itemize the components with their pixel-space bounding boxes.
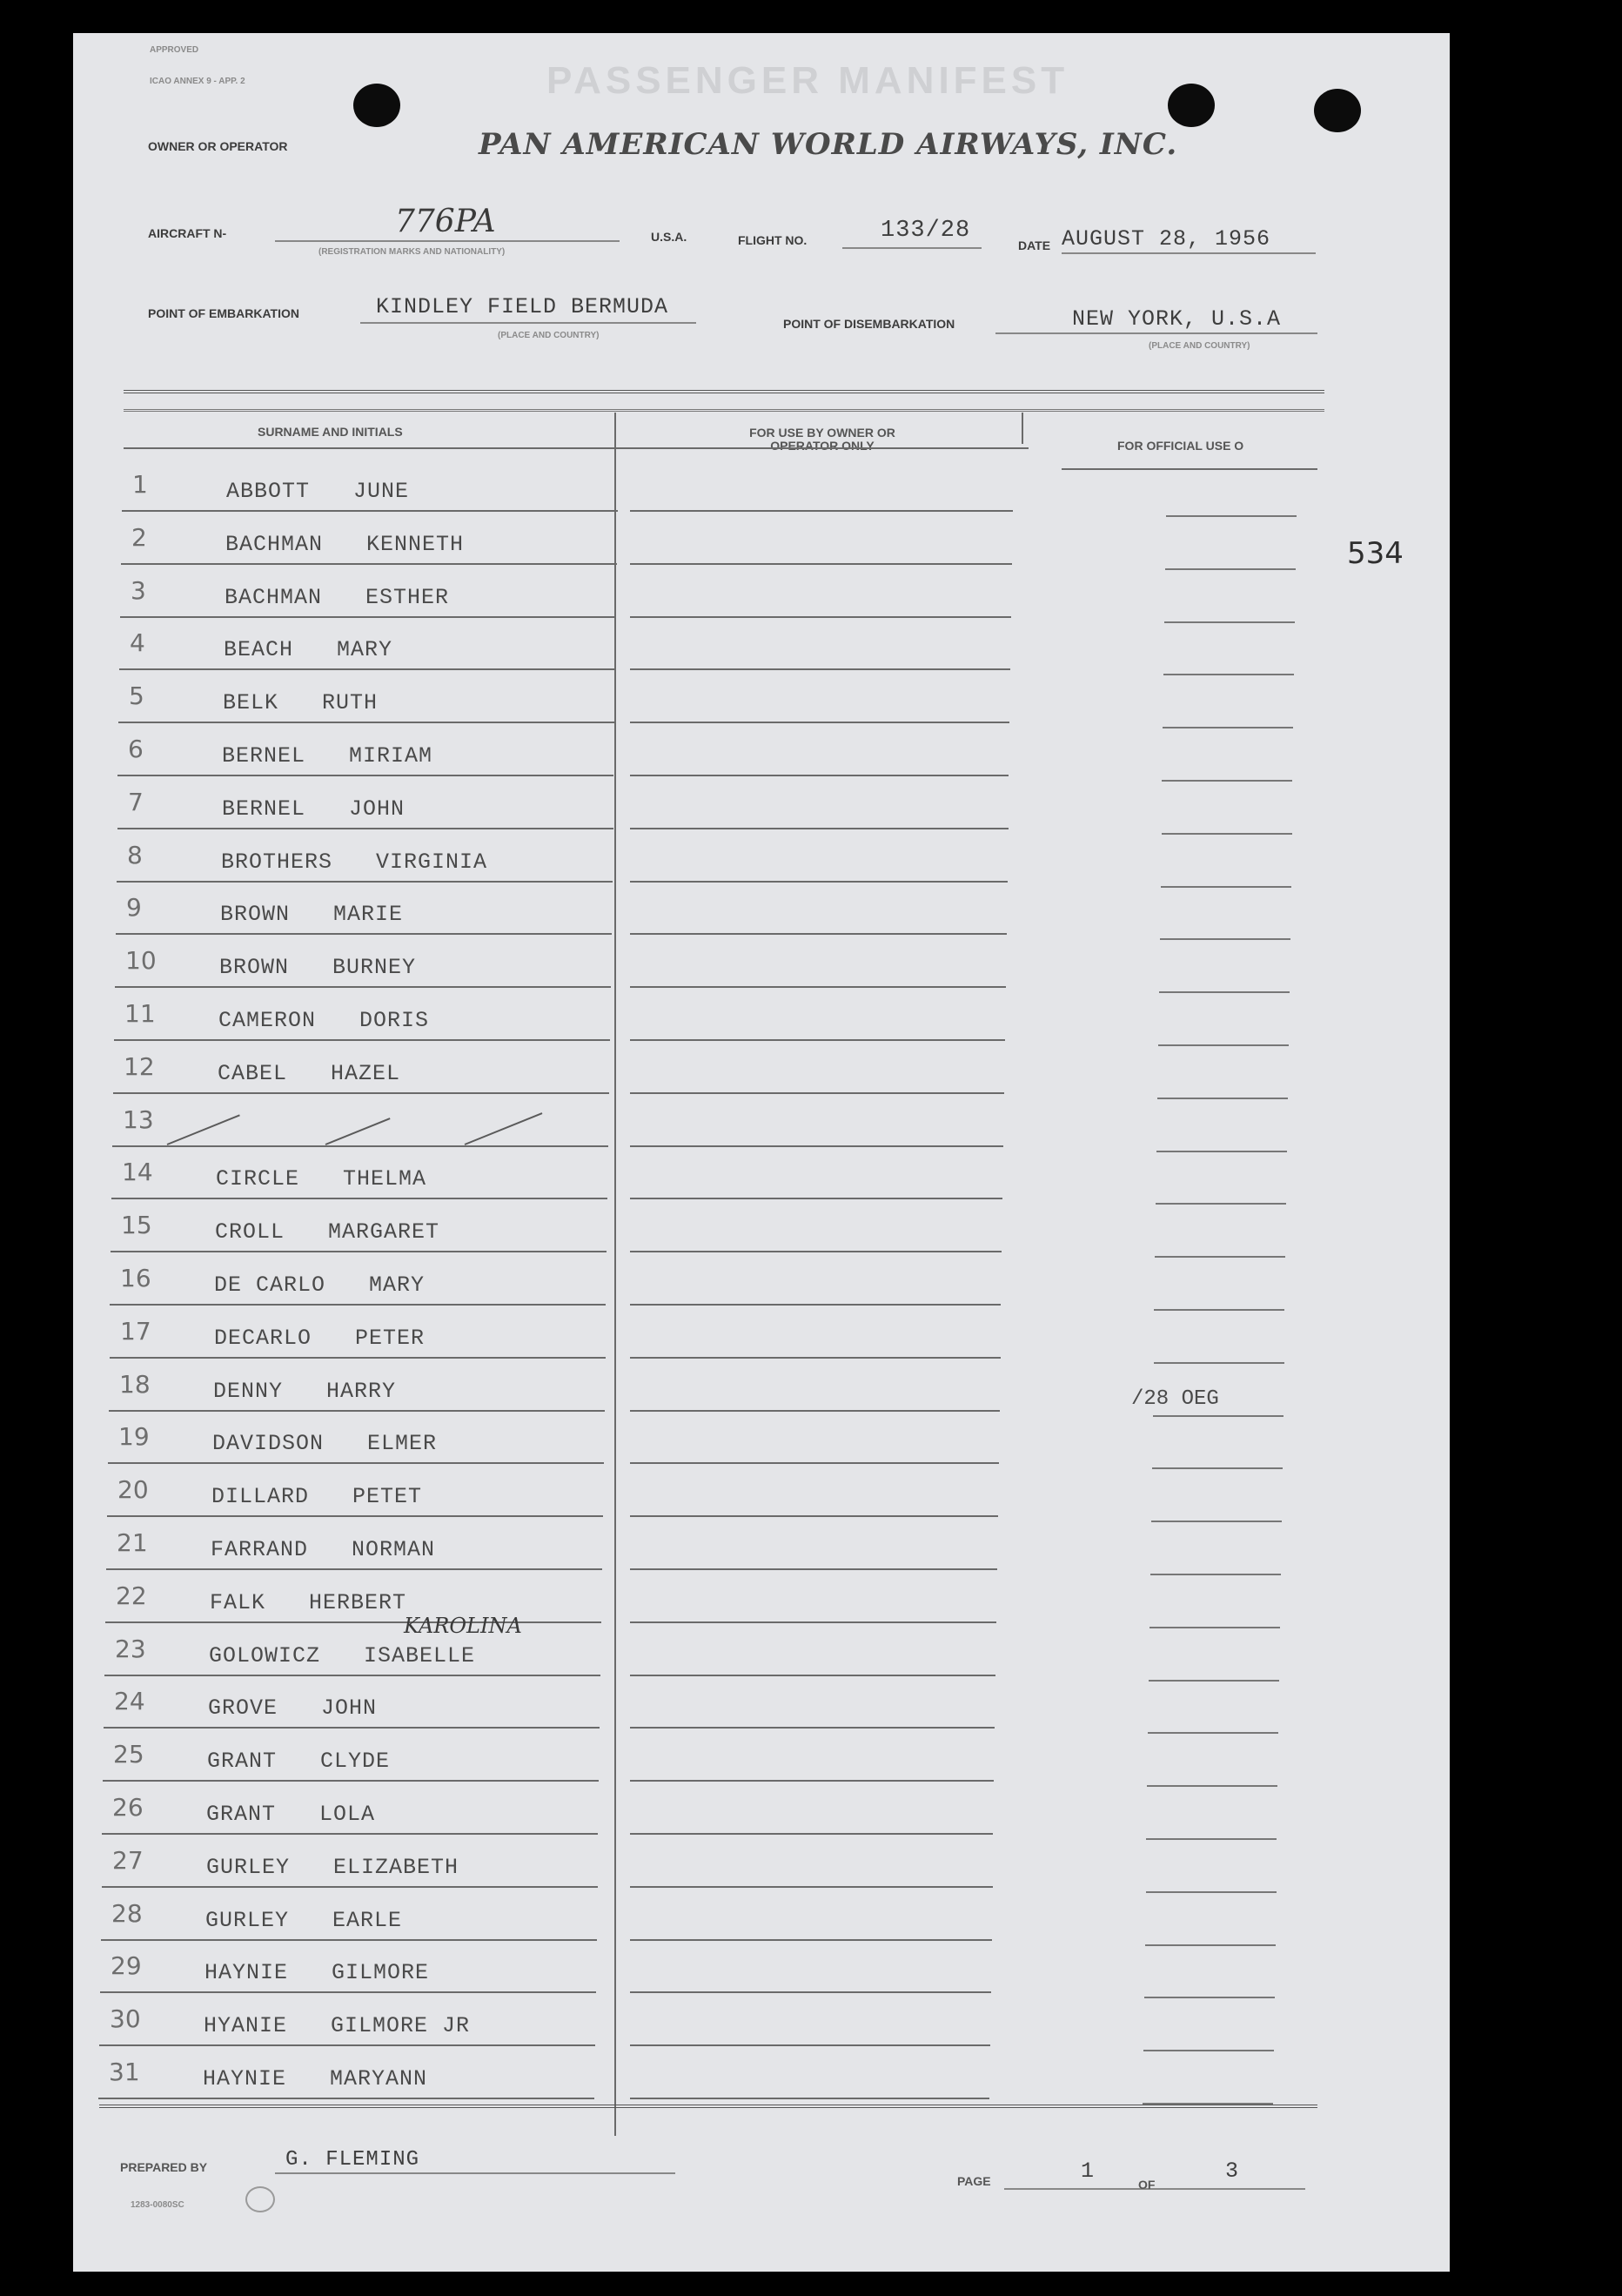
row-rule	[630, 563, 1012, 565]
passenger-surname: BROWN	[219, 955, 290, 980]
official-slot	[1153, 1415, 1284, 1417]
row-number: 22	[116, 1581, 147, 1610]
row-rule	[630, 933, 1007, 935]
row-number: 28	[111, 1899, 143, 1928]
row-rule	[630, 1833, 993, 1835]
row-rule	[115, 986, 611, 988]
passenger-given-name: CLYDE	[320, 1749, 391, 1774]
row-rule	[630, 1039, 1005, 1041]
passenger-surname: ABBOTT	[226, 479, 311, 504]
row-number: 30	[110, 2004, 141, 2033]
row-rule	[630, 1621, 996, 1623]
aircraft-registration: 776PA	[395, 204, 496, 239]
strike-through	[325, 1118, 391, 1145]
row-rule	[114, 1039, 610, 1041]
row-rule	[110, 1304, 606, 1306]
row-rule	[103, 1780, 599, 1782]
row-number: 3	[131, 576, 146, 605]
aircraft-label: AIRCRAFT N-	[148, 226, 227, 240]
official-slot	[1157, 1098, 1288, 1099]
row-rule	[102, 1833, 598, 1835]
passenger-surname: GRANT	[207, 1749, 278, 1774]
row-rule	[630, 616, 1011, 618]
passenger-name	[205, 1908, 402, 1933]
official-slot	[1161, 886, 1291, 888]
form-code: 1283-0080SC	[131, 2200, 184, 2210]
page-title: PASSENGER MANIFEST	[546, 59, 1069, 102]
row-rule	[112, 1145, 608, 1147]
col-owner: FOR USE BY OWNER OR OPERATOR ONLY	[749, 426, 895, 453]
passenger-name	[218, 1061, 400, 1086]
registration-note: (REGISTRATION MARKS AND NATIONALITY)	[318, 247, 506, 257]
row-number: 12	[124, 1052, 155, 1081]
passenger-given-name: JUNE	[353, 479, 410, 504]
passenger-surname: DAVIDSON	[212, 1431, 325, 1456]
flight-label: FLIGHT NO.	[738, 233, 808, 247]
passenger-surname: GURLEY	[206, 1855, 291, 1880]
row-rule	[630, 2098, 989, 2099]
official-slot	[1154, 1362, 1284, 1364]
passenger-surname: BELK	[223, 690, 279, 715]
official-slot	[1160, 938, 1290, 940]
header-rule	[124, 390, 1324, 393]
passenger-name	[214, 1326, 425, 1351]
official-slot	[1158, 1044, 1289, 1046]
col-surname: SURNAME AND INITIALS	[258, 425, 403, 439]
date-label: DATE	[1018, 238, 1051, 252]
footer-rule	[99, 2105, 1317, 2108]
row-rule	[630, 1198, 1002, 1199]
passenger-name	[212, 1431, 437, 1456]
row-number: 11	[124, 999, 156, 1028]
official-slot	[1147, 1785, 1277, 1787]
passenger-given-name: PETER	[355, 1326, 426, 1351]
passenger-surname: HYANIE	[204, 2013, 288, 2038]
disembarkation-label: POINT OF DISEMBARKATION	[783, 317, 955, 331]
row-rule	[122, 510, 618, 512]
row-number: 17	[120, 1317, 151, 1346]
row-rule	[630, 1462, 999, 1464]
passenger-given-name: ISABELLE	[364, 1643, 476, 1668]
row-number: 21	[117, 1528, 148, 1557]
passenger-surname: BEACH	[224, 637, 294, 662]
passenger-given-name: GILMORE	[332, 1960, 430, 1985]
row-number: 26	[112, 1793, 144, 1822]
official-slot	[1151, 1521, 1282, 1522]
embarkation-label: POINT OF EMBARKATION	[148, 306, 299, 320]
row-number: 9	[126, 893, 142, 922]
country-label: U.S.A.	[651, 230, 687, 244]
row-rule	[630, 1886, 993, 1888]
embarkation-note: (PLACE AND COUNTRY)	[498, 331, 600, 340]
official-slot	[1150, 1574, 1281, 1575]
passenger-name	[224, 637, 392, 662]
row-number: 2	[131, 523, 147, 552]
col-divider	[614, 413, 616, 2136]
page-number: 1	[1081, 2158, 1096, 2184]
official-slot	[1159, 991, 1290, 993]
row-rule	[99, 2044, 595, 2046]
row-rule	[117, 775, 613, 776]
row-rule	[630, 828, 1009, 829]
passenger-surname: FALK	[210, 1590, 266, 1615]
official-slot	[1156, 1151, 1287, 1152]
stamp-icon	[245, 2186, 275, 2212]
of-label: OF	[1138, 2178, 1156, 2192]
passenger-given-name: MARIE	[333, 902, 404, 927]
passenger-surname: DENNY	[213, 1379, 284, 1404]
passenger-name	[216, 1166, 426, 1192]
row-rule	[120, 616, 616, 618]
flight-date: AUGUST 28, 1956	[1062, 226, 1271, 252]
passenger-surname: CAMERON	[218, 1008, 317, 1033]
row-number: 1	[132, 470, 148, 499]
official-slot	[1152, 1467, 1283, 1469]
row-rule	[630, 1410, 1000, 1412]
row-number: 24	[114, 1687, 145, 1715]
passenger-name	[211, 1537, 435, 1562]
row-rule	[106, 1568, 602, 1570]
passenger-given-name: ELMER	[367, 1431, 438, 1456]
passenger-given-name: HERBERT	[309, 1590, 407, 1615]
row-rule	[104, 1727, 600, 1729]
row-number: 7	[128, 788, 144, 816]
row-number: 4	[130, 628, 145, 657]
passenger-name	[219, 955, 416, 980]
row-number: 27	[112, 1846, 144, 1875]
official-slot	[1155, 1256, 1285, 1258]
handwritten-correction: KAROLINA	[404, 1614, 522, 1638]
passenger-given-name: HAZEL	[331, 1061, 401, 1086]
official-slot	[1149, 1627, 1280, 1628]
passenger-surname: GOLOWICZ	[209, 1643, 321, 1668]
passenger-surname: BACHMAN	[225, 585, 323, 610]
row-rule	[111, 1251, 607, 1252]
row-rule	[119, 668, 615, 670]
passenger-name	[210, 1590, 406, 1615]
embarkation-point: KINDLEY FIELD BERMUDA	[376, 294, 669, 319]
official-slot	[1148, 1732, 1278, 1734]
row-rule	[109, 1410, 605, 1412]
row-rule	[102, 1886, 598, 1888]
passenger-surname: CABEL	[218, 1061, 288, 1086]
official-slot	[1146, 1838, 1277, 1840]
passenger-surname: DE CARLO	[214, 1272, 326, 1298]
passenger-name	[225, 532, 464, 557]
row-number: 13	[123, 1105, 154, 1134]
row-number: 23	[115, 1635, 146, 1663]
approval-ref: APPROVED	[150, 45, 199, 55]
official-slot	[1163, 674, 1294, 675]
passenger-given-name: MARY	[337, 637, 393, 662]
passenger-given-name: PETET	[352, 1484, 423, 1509]
row-number: 16	[120, 1264, 151, 1292]
row-number: 15	[121, 1211, 152, 1239]
row-rule	[113, 1092, 609, 1094]
passenger-given-name: MIRIAM	[349, 743, 433, 769]
passenger-name	[223, 690, 378, 715]
passenger-given-name: ESTHER	[365, 585, 450, 610]
row-number: 31	[109, 2058, 140, 2086]
passenger-given-name: MARY	[369, 1272, 426, 1298]
passenger-surname: HAYNIE	[204, 1960, 289, 1985]
row-rule	[104, 1675, 600, 1676]
passenger-name	[206, 1855, 459, 1880]
official-slot	[1156, 1203, 1286, 1205]
passenger-surname: GRANT	[206, 1802, 277, 1827]
row-rule	[630, 1092, 1004, 1094]
row-number: 19	[118, 1422, 150, 1451]
passenger-given-name: BURNEY	[332, 955, 417, 980]
passenger-given-name: THELMA	[343, 1166, 427, 1192]
row-rule	[630, 1675, 995, 1676]
passenger-name	[225, 585, 449, 610]
row-rule	[630, 510, 1013, 512]
passenger-given-name: NORMAN	[352, 1537, 436, 1562]
passenger-given-name: EARLE	[332, 1908, 403, 1933]
row-rule	[630, 1568, 997, 1570]
row-number: 10	[125, 946, 157, 975]
icao-ref: ICAO ANNEX 9 - APP. 2	[150, 77, 245, 86]
official-slot	[1162, 833, 1292, 835]
passenger-given-name: LOLA	[319, 1802, 376, 1827]
row-rule	[121, 563, 617, 565]
passenger-name	[204, 2013, 470, 2038]
row-rule	[108, 1462, 604, 1464]
row-rule	[117, 881, 613, 883]
passenger-name	[220, 902, 403, 927]
row-number: 18	[119, 1370, 151, 1399]
row-rule	[630, 1515, 998, 1517]
passenger-name	[214, 1272, 425, 1298]
passenger-surname: DILLARD	[211, 1484, 310, 1509]
row-rule	[118, 722, 614, 723]
disembarkation-point: NEW YORK, U.S.A	[1072, 306, 1282, 332]
passenger-name	[217, 1114, 260, 1139]
passenger-given-name: KENNETH	[366, 532, 465, 557]
side-number: 534	[1347, 536, 1404, 571]
official-slot	[1166, 515, 1297, 517]
passenger-given-name: JOHN	[349, 796, 406, 822]
passenger-given-name: VIRGINIA	[376, 849, 488, 875]
row-rule	[630, 668, 1010, 670]
passenger-name	[221, 849, 487, 875]
official-slot	[1146, 1891, 1277, 1893]
passenger-given-name: JOHN	[321, 1695, 378, 1721]
row-rule	[630, 775, 1009, 776]
row-rule	[117, 828, 613, 829]
official-slot	[1145, 1944, 1276, 1946]
official-slot	[1164, 621, 1295, 623]
row-rule	[111, 1198, 607, 1199]
prepared-by: G. FLEMING	[285, 2148, 420, 2172]
passenger-given-name: MARYANN	[330, 2066, 428, 2091]
page-label: PAGE	[957, 2174, 991, 2188]
passenger-name	[209, 1643, 475, 1668]
airline-name: PAN AMERICAN WORLD AIRWAYS, INC.	[479, 127, 1178, 162]
passenger-given-name: ELIZABETH	[333, 1855, 459, 1880]
passenger-surname: GURLEY	[205, 1908, 290, 1933]
row-rule	[107, 1515, 603, 1517]
row-rule	[630, 986, 1006, 988]
row-rule	[630, 1357, 1001, 1359]
row-rule	[105, 1621, 601, 1623]
row-rule	[116, 933, 612, 935]
row-number: 25	[113, 1740, 144, 1769]
punch-hole	[1314, 89, 1361, 132]
passenger-surname: BROWN	[220, 902, 291, 927]
passenger-given-name: HARRY	[326, 1379, 397, 1404]
passenger-given-name: MARGARET	[328, 1219, 440, 1245]
strike-through	[465, 1112, 543, 1145]
passenger-name	[204, 1960, 429, 1985]
row-rule	[630, 1780, 994, 1782]
passenger-given-name: RUTH	[322, 690, 379, 715]
passenger-name	[226, 479, 409, 504]
passenger-surname: DECARLO	[214, 1326, 312, 1351]
official-slot	[1149, 1680, 1279, 1682]
passenger-surname: CIRCLE	[216, 1166, 300, 1192]
col-official: FOR OFFICIAL USE O	[1117, 439, 1244, 453]
row-rule	[630, 881, 1008, 883]
row-number: 6	[128, 735, 144, 763]
row-rule	[630, 1727, 995, 1729]
passenger-name	[222, 743, 432, 769]
row-number: 5	[129, 681, 144, 710]
row-rule	[630, 1145, 1003, 1147]
row-rule	[100, 1991, 596, 1993]
official-slot	[1162, 780, 1292, 782]
passenger-name	[206, 1802, 375, 1827]
manifest-sheet	[73, 33, 1450, 2272]
passenger-name	[211, 1484, 422, 1509]
punch-hole	[1168, 84, 1215, 127]
passenger-surname: BACHMAN	[225, 532, 324, 557]
passenger-surname: BERNEL	[222, 796, 306, 822]
official-slot	[1143, 2050, 1274, 2051]
passenger-name	[213, 1379, 396, 1404]
passenger-surname: BERNEL	[222, 743, 306, 769]
owner-label: OWNER OR OPERATOR	[148, 139, 288, 153]
prepared-label: PREPARED BY	[120, 2160, 208, 2174]
row-number: 14	[122, 1158, 153, 1186]
official-slot	[1165, 568, 1296, 570]
disembarkation-note: (PLACE AND COUNTRY)	[1149, 341, 1250, 351]
row-number: 8	[127, 841, 143, 869]
official-slot	[1163, 727, 1293, 728]
passenger-given-name: DORIS	[359, 1008, 430, 1033]
row-number: 20	[117, 1475, 149, 1504]
passenger-name	[207, 1749, 390, 1774]
row-rule	[630, 1939, 992, 1941]
passenger-surname: CROLL	[215, 1219, 285, 1245]
row-rule	[630, 1991, 991, 1993]
row-rule	[630, 1304, 1001, 1306]
passenger-name	[218, 1008, 429, 1033]
passenger-given-name: GILMORE JR	[331, 2013, 471, 2038]
row-rule	[630, 2044, 990, 2046]
passenger-name	[203, 2066, 427, 2091]
row-rule	[98, 2098, 594, 2099]
passenger-name	[208, 1695, 377, 1721]
passenger-surname: GROVE	[208, 1695, 278, 1721]
passenger-name	[222, 796, 405, 822]
official-slot	[1154, 1309, 1284, 1311]
passenger-surname: FARRAND	[211, 1537, 309, 1562]
row-rule	[630, 1251, 1002, 1252]
page-total: 3	[1225, 2158, 1240, 2184]
official-slot	[1144, 1997, 1275, 1998]
passenger-surname: HAYNIE	[203, 2066, 287, 2091]
punch-hole	[353, 84, 400, 127]
flight-number: 133/28	[881, 218, 971, 244]
row-rule	[101, 1939, 597, 1941]
row-number: 29	[111, 1951, 142, 1980]
row-rule	[110, 1357, 606, 1359]
passenger-name	[215, 1219, 439, 1245]
row-rule	[630, 722, 1009, 723]
passenger-surname: BROTHERS	[221, 849, 333, 875]
official-note: /28 OEG	[1131, 1387, 1219, 1411]
